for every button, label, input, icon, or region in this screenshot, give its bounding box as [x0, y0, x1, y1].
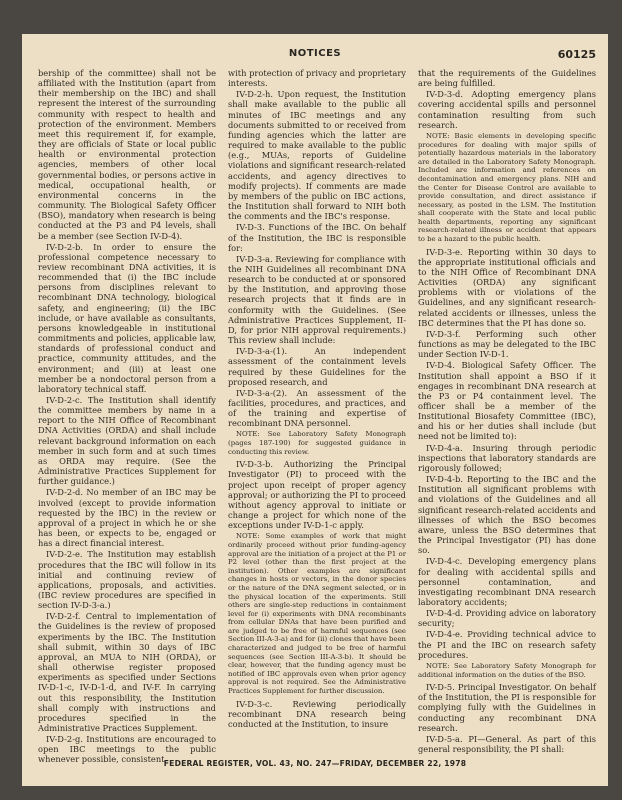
paragraph: IV-D-2-f. Central to implementation of the Guidelines is the review of proposed experiments by the IBC. The Institution shall submit, within 30 days of IBC approval, an MUA to NIH (ORDA), or shall otherwise register proposed experiments as specified under Sections IV-D-1-c, IV-D-1-d, and IV-F. In carrying out this responsibility, the Institution shall comply with instructions and procedures specified in the Administrative Practices Supplement.	[38, 611, 216, 733]
paragraph: IV-D-2-e. The Institution may establish procedures that the IBC will follow in its initial and continuing review of applications, proposals, and activities. (IBC review procedures are specified in section IV-D-3-a.)	[38, 549, 216, 611]
paragraph: IV-D-4. Biological Safety Officer. The Institution shall appoint a BSO if it engages in recombinant DNA research at the P3 or P4 containment level. The officer shall be a member of the Institutional Biosafety Committee (IBC), and his or her duties shall include (but need not be limited to):	[418, 360, 596, 442]
paragraph: IV-D-4-b. Reporting to the IBC and the Institution all significant problems with and violations of the Guidelines and all significant research-related accidents and illnesses of which the BSO becomes aware, unless the BSO determines that the Principal Investigator (PI) has done so.	[418, 474, 596, 556]
paragraph: IV-D-4-e. Providing technical advice to the PI and the IBC on research safety procedures.	[418, 629, 596, 660]
text-column-3	[418, 68, 596, 755]
text-column-1	[38, 68, 216, 766]
paragraph: that the requirements of the Guidelines are being fulfilled.	[418, 68, 596, 89]
paragraph: IV-D-4-c. Developing emergency plans for dealing with accidental spills and personnel contamination, and investigating recombinant DNA research laboratory accidents;	[418, 556, 596, 607]
paragraph: IV-D-2-h. Upon request, the Institution shall make available to the public all minutes of IBC meetings and any documents submitted to or received from funding agencies which the latter are required to make available to the public (e.g., MUAs, reports of Guideline violations and significant research-related accidents, and agency directives to modify projects). If comments are made by members of the public on IBC actions, the Institution shall forward to NIH both the comments and the IBC's response.	[228, 89, 406, 222]
paragraph: IV-D-3-a-(1). An independent assessment of the containment levels required by these Guidelines for the proposed research, and	[228, 346, 406, 387]
note-paragraph: NOTE: Basic elements in developing specific procedures for dealing with major spills of potentially hazardous materials in the laboratory are detailed in the Laboratory Safety Monograph. Included are information and references on decontamination and emergency plans. NIH and the Center for Disease Control are available to provide consultation, and direct assistance if necessary, as posted in the LSM. The Institution shall cooperate with the State and local public health departments, reporting any significant research-related illness or accident that appears to be a hazard to the public health.	[418, 131, 596, 244]
page-footer: FEDERAL REGISTER, VOL. 43, NO. 247—FRIDAY, DECEMBER 22, 1978	[163, 759, 467, 768]
note-paragraph: NOTE: Some examples of work that might ordinarily proceed without prior funding-agency approval are the initiation of a project at the P1 or P2 level (other than the first project at the institution). Other examples are significant changes in hosts or vectors, in the donor species or the nature of the DNA segment selected, or in the physical location of the experiments. Still others are single-step reductions in containment level for (i) experiments with DNA recombinants from cellular DNAs that have been purified and are judged to be free of harmful sequences (see Section III-A-3-a) and for (ii) clones that have been characterized and judged to be free of harmful sequences (see Section III-A-3-b). It should be clear, however, that the funding agency must be notified of IBC approvals even when prior agency approval is not required. See the Administrative Practices Supplement for further discussion.	[228, 532, 406, 696]
note-paragraph: NOTE: See Laboratory Safety Monograph for additional information on the duties of the BSO.	[418, 661, 596, 679]
paragraph: IV-D-3-e. Reporting within 30 days to the appropriate institutional officials and to the NIH Office of Recombinant DNA Activities (ORDA) any significant problems with or violations of the Guidelines, and any significant research-related accidents or illnesses, unless the IBC determines that the PI has done so.	[418, 246, 596, 328]
page-header	[34, 48, 596, 64]
paragraph: IV-D-3-c. Reviewing periodically recombinant DNA research being conducted at the Institution, to insure	[228, 698, 406, 729]
paragraph: IV-D-5. Principal Investigator. On behalf of the Institution, the PI is responsible for complying fully with the Guidelines in conducting any recombinant DNA research.	[418, 682, 596, 733]
paragraph: with protection of privacy and proprietary interests.	[228, 68, 406, 89]
text-column-2	[228, 68, 406, 730]
paragraph: IV-D-4-d. Providing advice on laboratory security;	[418, 608, 596, 629]
paragraph: IV-D-3-b. Authorizing the Principal Investigator (PI) to proceed with the project upon receipt of proper agency approval; or authorizing the PI to proceed without agency approval to initiate or change a project for which none of the exceptions under IV-D-1-c apply.	[228, 459, 406, 531]
paragraph: IV-D-3-a. Reviewing for compliance with the NIH Guidelines all recombinant DNA research to be conducted at or sponsored by the Institution, and approving those research projects that it finds are in conformity with the Guidelines. (See Administrative Practices Supplement, II-D, for prior NIH approval requirements.) This review shall include:	[228, 253, 406, 346]
paragraph: IV-D-2-d. No member of an IBC may be involved (except to provide information requested by the IBC) in the review or approval of a project in which he or she has been, or expects to be, engaged or has a direct financial interest.	[38, 487, 216, 549]
paragraph: IV-D-3-a-(2). An assessment of the facilities, procedures, and practices, and of the training and expertise of recombinant DNA personnel.	[228, 387, 406, 429]
paragraph: IV-D-2-b. In order to ensure the professional competence necessary to review recombinant DNA activities, it is recommended that (i) the IBC include persons from disciplines relevant to recombinant DNA technology, biological safety, and engineering; (ii) the IBC include, or have available as consultants, persons knowledgeable in institutional commitments and policies, applicable law, standards of professional conduct and practice, community attitudes, and the environment; and (iii) at least one member be a nondoctoral person from a laboratory technical staff.	[38, 241, 216, 394]
paragraph: IV-D-3-f. Performing such other functions as may be delegated to the IBC under Section IV-D-1.	[418, 328, 596, 360]
section-title: NOTICES	[288, 48, 342, 59]
paragraph: IV-D-2-g. Institutions are encouraged to open IBC meetings to the public whenever possible, consistent	[38, 734, 216, 765]
document-page	[22, 34, 608, 786]
note-paragraph: NOTE: See Laboratory Safety Monograph (pages 187-190) for suggested guidance in conducting this review.	[228, 430, 406, 456]
paragraph: IV-D-3-d. Adopting emergency plans covering accidental spills and personnel contamination resulting from such research.	[418, 89, 596, 130]
paragraph: IV-D-4-a. Insuring through periodic inspections that laboratory standards are rigorously followed;	[418, 442, 596, 473]
paragraph: bership of the committee) shall not be affiliated with the Institution (apart from their membership on the IBC) and shall represent the interest of the surrounding community with respect to health and protection of the environment. Members meet this requirement if, for example, they are officials of State or local public health or environmental protection agencies, members of other local governmental bodies, or persons active in medical, occupational health, or environmental concerns in the community. The Biological Safety Officer (BSO), mandatory when research is being conducted at the P3 and P4 levels, shall be a member (see Section IV-D-4).	[38, 68, 216, 241]
paragraph: IV-D-5-a. PI—General. As part of this general responsibility, the PI shall:	[418, 733, 596, 755]
paragraph: IV-D-3. Functions of the IBC. On behalf of the Institution, the IBC is responsible for:	[228, 222, 406, 253]
page-number: 60125	[557, 48, 596, 61]
paragraph: IV-D-2-c. The Institution shall identify the committee members by name in a report to the NIH Office of Recombinant DNA Activities (ORDA) and shall include relevant background information on each member in such form and at such times as ORDA may require. (See the Administrative Practices Supplement for further guidance.)	[38, 395, 216, 487]
